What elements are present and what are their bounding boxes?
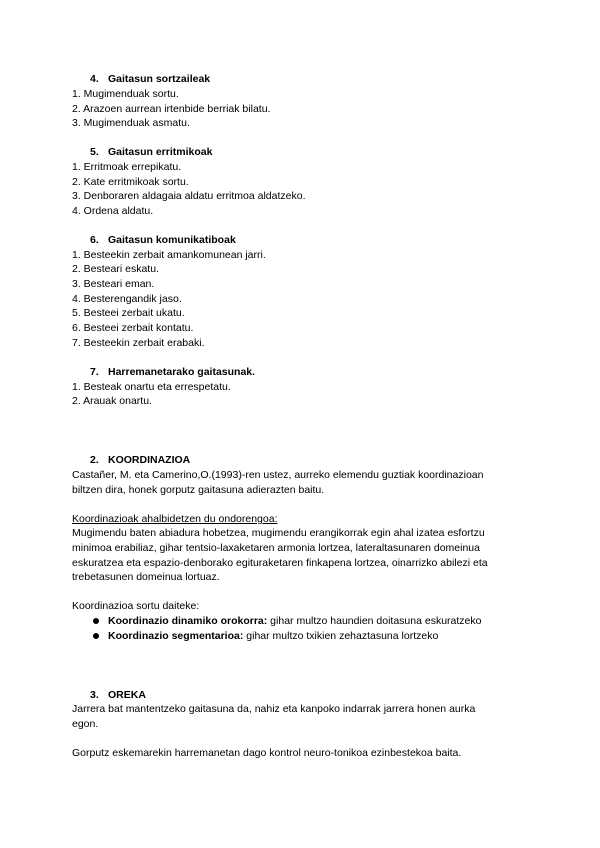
paragraph-line: Castañer, M. eta Camerino,O.(1993)-ren ustez, aurreko elemendu guztiak koordinazioan	[72, 469, 484, 481]
bullet-label: Koordinazio segmentarioa:	[108, 630, 244, 642]
types-intro: Koordinazioa sortu daiteke:	[72, 600, 200, 612]
section-title: KOORDINAZIOA	[108, 454, 191, 466]
bullet-icon	[93, 618, 99, 624]
list-item: 3. Mugimenduak asmatu.	[72, 117, 190, 129]
list-item: 1. Mugimenduak sortu.	[72, 88, 179, 100]
paragraph-line: egon.	[72, 718, 99, 730]
section-heading-koordinazioa	[90, 453, 190, 467]
section-title: Gaitasun sortzaileak	[108, 73, 211, 85]
paragraph-line: Jarrera bat mantentzeko gaitasuna da, nahiz eta kanpoko indarrak jarrera honen aurka	[72, 703, 476, 715]
list-item: 3. Denboraren aldagaia aldatu erritmoa aldatzeko.	[72, 190, 306, 202]
list-item: 4. Besterengandik jaso.	[72, 293, 182, 305]
list-item: 1. Besteekin zerbait amankomunean jarri.	[72, 249, 266, 261]
bullet-text: gihar multzo haundien doitasuna eskuratzeko	[267, 615, 482, 627]
subheading: Koordinazioak ahalbidetzen du ondorengoa:	[72, 513, 278, 525]
section-number: 4.	[90, 73, 99, 85]
paragraph-line: biltzen dira, honek gorputz gaitasuna adierazten baitu.	[72, 484, 325, 496]
section-number: 2.	[90, 454, 99, 466]
list-item: 2. Arauak onartu.	[72, 395, 152, 407]
list-item: 6. Besteei zerbait kontatu.	[72, 322, 194, 334]
section-number: 7.	[90, 366, 99, 378]
list-item: 2. Arazoen aurrean irtenbide berriak bilatu.	[72, 103, 271, 115]
section-heading-5	[90, 145, 212, 159]
list-item: 1. Erritmoak errepikatu.	[72, 161, 182, 173]
paragraph-line: Mugimendu baten abiadura hobetzea, mugimendu erangikorrak egin ahal izatea esfortzu	[72, 527, 485, 539]
list-item: 3. Besteari eman.	[72, 278, 155, 290]
paragraph-line: trebetasunen domeinua lortuaz.	[72, 571, 220, 583]
paragraph-line: eskuratzea eta espazio-denborako egituraketaren finkapena lortzea, oinarrizko abilezi eta	[72, 557, 488, 569]
list-item: 7. Besteekin zerbait erabaki.	[72, 337, 205, 349]
section-heading-6	[90, 233, 236, 247]
section-title: Gaitasun erritmikoak	[108, 146, 213, 158]
bullet-item	[108, 614, 482, 628]
section-number: 6.	[90, 234, 99, 246]
section-title: Gaitasun komunikatiboak	[108, 234, 236, 246]
section-number: 3.	[90, 689, 99, 701]
section-heading-4	[90, 72, 210, 86]
list-item: 2. Kate erritmikoak sortu.	[72, 176, 189, 188]
paragraph-line: minimoa erabiliaz, gihar tentsio-laxaketaren armonia lortzea, lateraltasunaren domeinua	[72, 542, 480, 554]
bullet-text: gihar multzo txikien zehaztasuna lortzeko	[243, 630, 439, 642]
bullet-label: Koordinazio dinamiko orokorra:	[108, 615, 268, 627]
section-number: 5.	[90, 146, 99, 158]
list-item: 4. Ordena aldatu.	[72, 205, 154, 217]
bullet-icon	[93, 633, 99, 639]
section-heading-7	[90, 365, 255, 379]
paragraph-line: Gorputz eskemarekin harremanetan dago kontrol neuro-tonikoa ezinbestekoa baita.	[72, 747, 462, 759]
list-item: 5. Besteei zerbait ukatu.	[72, 307, 185, 319]
section-heading-oreka	[90, 688, 146, 702]
list-item: 2. Besteari eskatu.	[72, 263, 159, 275]
section-title: OREKA	[108, 689, 146, 701]
section-title: Harremanetarako gaitasunak.	[108, 366, 256, 378]
list-item: 1. Besteak onartu eta errespetatu.	[72, 381, 231, 393]
bullet-item	[108, 629, 438, 643]
